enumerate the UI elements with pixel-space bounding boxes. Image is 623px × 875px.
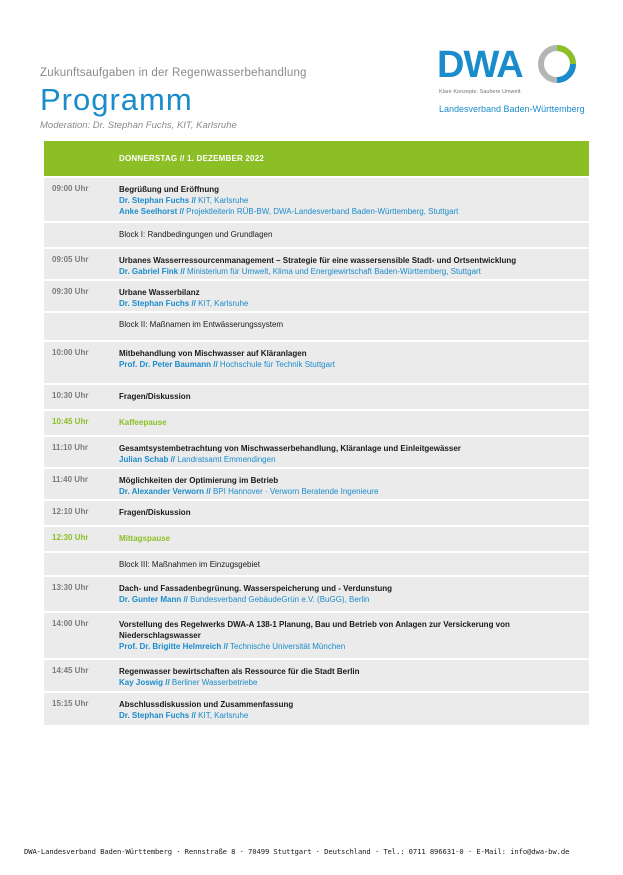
page-title: Programm <box>40 82 193 117</box>
speaker-line <box>119 266 583 277</box>
content-cell <box>116 559 589 575</box>
content-cell <box>116 229 589 247</box>
speaker-org: Landratsamt Emmendingen <box>175 455 276 464</box>
content-cell <box>116 583 589 611</box>
time-cell <box>44 229 116 247</box>
program-row <box>44 658 589 691</box>
program-row <box>44 611 589 658</box>
program-row <box>44 691 589 725</box>
block-row <box>44 551 589 575</box>
speaker-org: Ministerium für Umwelt, Klima und Energiewirtschaft Baden-Württemberg, Stuttgart <box>184 267 481 276</box>
speaker-name: Dr. Alexander Verworn // <box>119 487 211 496</box>
speaker-line <box>119 641 583 652</box>
content-cell <box>116 699 589 725</box>
time-cell: 10:00 Uhr <box>52 348 89 357</box>
program-row <box>44 525 589 551</box>
speaker-org: Hochschule für Technik Stuttgart <box>217 360 335 369</box>
time-cell: 11:10 Uhr <box>52 443 89 452</box>
speaker-line <box>119 206 583 217</box>
date-header: DONNERSTAG // 1. DEZEMBER 2022 <box>44 141 589 176</box>
block-label: Block II: Maßnamen im Entwässerungssystem <box>119 320 284 329</box>
speaker-org: Technische Universität München <box>227 642 346 651</box>
session-title: Mittagspause <box>119 534 171 543</box>
content-cell <box>116 348 589 383</box>
session-title: Gesamtsystembetrachtung von Mischwasserbehandlung, Kläranlage und Einleitgewässer <box>119 444 461 453</box>
time-cell: 14:45 Uhr <box>52 666 89 675</box>
speaker-name: Dr. Gunter Mann // <box>119 595 188 604</box>
time-cell <box>44 559 116 575</box>
session-title: Urbanes Wasserressourcenmanagement – Strategie für eine wassersensible Stadt- und Ortsentwicklung <box>119 256 517 265</box>
content-cell <box>116 417 589 435</box>
time-cell: 12:10 Uhr <box>52 507 89 516</box>
content-cell <box>116 255 589 279</box>
time-cell: 09:00 Uhr <box>52 184 89 193</box>
session-title: Möglichkeiten der Optimierung im Betrieb <box>119 476 279 485</box>
session-title: Dach- und Fassadenbegrünung. Wasserspeicherung und - Verdunstung <box>119 584 393 593</box>
time-cell: 15:15 Uhr <box>52 699 89 708</box>
time-cell: 09:30 Uhr <box>52 287 89 296</box>
speaker-name: Dr. Stephan Fuchs // <box>119 196 196 205</box>
program-row <box>44 575 589 611</box>
content-cell <box>116 287 589 311</box>
speaker-line <box>119 677 583 688</box>
program-rows <box>44 176 589 725</box>
program-row <box>44 409 589 435</box>
content-cell <box>116 619 589 658</box>
time-cell: 11:40 Uhr <box>52 475 89 484</box>
program-row <box>44 499 589 525</box>
speaker-org: Berliner Wasserbetriebe <box>169 678 258 687</box>
program-row <box>44 176 589 221</box>
speaker-line <box>119 359 583 370</box>
speaker-line <box>119 710 583 721</box>
speaker-line <box>119 594 583 605</box>
session-title: Fragen/Diskussion <box>119 508 191 517</box>
block-label: Block III: Maßnahmen im Einzugsgebiet <box>119 560 260 569</box>
dwa-logo <box>437 42 597 122</box>
session-title: Fragen/Diskussion <box>119 392 191 401</box>
block-row <box>44 221 589 247</box>
speaker-line <box>119 454 583 465</box>
speaker-line <box>119 486 583 497</box>
speaker-name: Kay Joswig // <box>119 678 170 687</box>
speaker-org: Projektleiterin RÜB-BW, DWA-Landesverband Baden-Württemberg, Stuttgart <box>183 207 459 216</box>
content-cell <box>116 391 589 409</box>
speaker-line <box>119 298 583 309</box>
content-cell <box>116 507 589 525</box>
time-cell: 12:30 Uhr <box>52 533 89 542</box>
time-cell <box>44 319 116 340</box>
logo-wordmark: DWA <box>437 44 523 86</box>
time-cell: 14:00 Uhr <box>52 619 89 628</box>
content-cell <box>116 319 589 340</box>
content-cell <box>116 443 589 467</box>
program-table <box>44 141 589 725</box>
program-row <box>44 279 589 311</box>
footer-address: DWA-Landesverband Baden-Württemberg · Rennstraße 8 · 70499 Stuttgart · Deutschland · Tel.: 0711 896631-0 · E-Mail: info@dwa-bw.de <box>24 847 570 856</box>
speaker-org: KIT, Karlsruhe <box>195 196 249 205</box>
moderation-line: Moderation: Dr. Stephan Fuchs, KIT, Karlsruhe <box>40 120 237 131</box>
speaker-org: KIT, Karlsruhe <box>195 711 249 720</box>
speaker-name: Dr. Stephan Fuchs // <box>119 299 196 308</box>
session-title: Mitbehandlung von Mischwasser auf Kläranlagen <box>119 349 307 358</box>
speaker-line <box>119 195 583 206</box>
logo-ring-icon <box>537 44 577 84</box>
speaker-org: Bundesverband GebäudeGrün e.V. (BuGG), Berlin <box>187 595 370 604</box>
program-row <box>44 247 589 279</box>
session-title: Kaffeepause <box>119 418 167 427</box>
time-cell: 09:05 Uhr <box>52 255 89 264</box>
logo-tagline: Klare Konzepte. Saubere Umwelt. <box>439 89 522 95</box>
session-title: Abschlussdiskussion und Zusammenfassung <box>119 700 294 709</box>
session-title: Urbane Wasserbilanz <box>119 288 200 297</box>
block-label: Block I: Randbedingungen und Grundlagen <box>119 230 273 239</box>
session-title: Vorstellung des Regelwerks DWA-A 138-1 Planung, Bau und Betrieb von Anlagen zur Versickerung von Niederschlagswasser <box>119 620 510 640</box>
time-cell: 13:30 Uhr <box>52 583 89 592</box>
speaker-name: Julian Schab // <box>119 455 176 464</box>
program-row <box>44 383 589 409</box>
program-row <box>44 340 589 383</box>
program-row <box>44 467 589 499</box>
speaker-name: Prof. Dr. Peter Baumann // <box>119 360 218 369</box>
event-subtitle: Zukunftsaufgaben in der Regenwasserbehandlung <box>40 67 307 79</box>
logo-subtitle: Landesverband Baden-Württemberg <box>439 104 585 114</box>
session-title: Begrüßung und Eröffnung <box>119 185 219 194</box>
speaker-name: Dr. Gabriel Fink // <box>119 267 185 276</box>
block-row <box>44 311 589 340</box>
program-row <box>44 435 589 467</box>
content-cell <box>116 184 589 221</box>
content-cell <box>116 533 589 551</box>
speaker-org: BPI Hannover · Verworn Beratende Ingenieure <box>210 487 379 496</box>
session-title: Regenwasser bewirtschaften als Ressource für die Stadt Berlin <box>119 667 360 676</box>
speaker-name: Anke Seelhorst // <box>119 207 184 216</box>
content-cell <box>116 666 589 691</box>
speaker-org: KIT, Karlsruhe <box>195 299 249 308</box>
time-cell: 10:45 Uhr <box>52 417 89 426</box>
time-cell: 10:30 Uhr <box>52 391 89 400</box>
content-cell <box>116 475 589 499</box>
speaker-name: Prof. Dr. Brigitte Helmreich // <box>119 642 228 651</box>
speaker-name: Dr. Stephan Fuchs // <box>119 711 196 720</box>
